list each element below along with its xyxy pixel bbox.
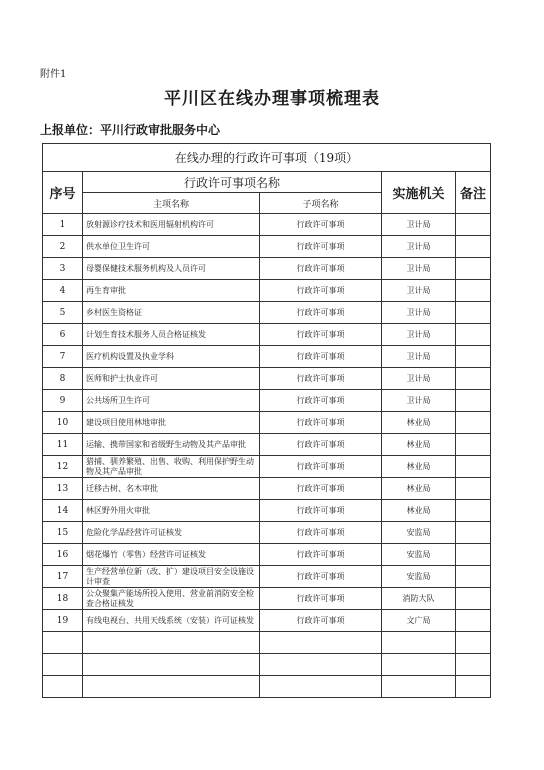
row-main-name: 医疗机构设置及执业学科: [83, 346, 260, 368]
row-main-name: 建设项目使用林地审批: [83, 412, 260, 434]
table-row: [43, 258, 491, 280]
reporting-unit: 上报单位：平川行政审批服务中心: [40, 123, 221, 137]
row-agency: 卫计局: [382, 258, 456, 280]
row-note: [456, 632, 491, 654]
row-note: [456, 280, 491, 302]
row-sub-name: 行政许可事项: [260, 302, 382, 324]
row-sub-name: 行政许可事项: [260, 522, 382, 544]
row-agency: 安监局: [382, 544, 456, 566]
row-agency: [382, 676, 456, 698]
page-title: 平川区在线办理事项梳理表: [164, 89, 380, 109]
header-main-name: 主项名称: [83, 193, 260, 214]
row-main-name: 供水单位卫生许可: [83, 236, 260, 258]
row-main-name: 运输、携带国家和省级野生动物及其产品审批: [83, 434, 260, 456]
row-main-name: 放射源诊疗技术和医用辐射机构许可: [83, 214, 260, 236]
row-note: [456, 544, 491, 566]
row-main-name: 再生育审批: [83, 280, 260, 302]
row-sub-name: 行政许可事项: [260, 390, 382, 412]
row-main-name: 医师和护士执业许可: [83, 368, 260, 390]
row-agency: 安监局: [382, 566, 456, 588]
row-agency: 卫计局: [382, 280, 456, 302]
row-agency: [382, 632, 456, 654]
row-sub-name: 行政许可事项: [260, 434, 382, 456]
row-index: [43, 676, 83, 698]
row-index: 1: [43, 214, 83, 236]
row-sub-name: 行政许可事项: [260, 236, 382, 258]
items-table: [42, 143, 491, 698]
header-seq: 序号: [43, 172, 83, 214]
row-main-name: [83, 632, 260, 654]
table-caption: 在线办理的行政许可事项（19项）: [43, 144, 491, 172]
attachment-label: 附件1: [40, 69, 67, 80]
row-main-name: 迁移古树、名木审批: [83, 478, 260, 500]
row-agency: 林业局: [382, 456, 456, 478]
row-note: [456, 456, 491, 478]
row-index: 10: [43, 412, 83, 434]
table-row: [43, 610, 491, 632]
row-index: 4: [43, 280, 83, 302]
table-row: [43, 522, 491, 544]
row-index: 17: [43, 566, 83, 588]
row-index: 9: [43, 390, 83, 412]
row-main-name: 公众聚集产能场所投入使用、营业前消防安全检查合格证核发: [83, 588, 260, 610]
row-sub-name: 行政许可事项: [260, 258, 382, 280]
row-note: [456, 566, 491, 588]
row-sub-name: 行政许可事项: [260, 500, 382, 522]
table-row: [43, 346, 491, 368]
header-name-group: 行政许可事项名称: [83, 172, 382, 193]
row-agency: 卫计局: [382, 236, 456, 258]
row-note: [456, 434, 491, 456]
row-main-name: 计划生育技术服务人员合格证核发: [83, 324, 260, 346]
row-index: 13: [43, 478, 83, 500]
row-sub-name: 行政许可事项: [260, 368, 382, 390]
table-row: [43, 566, 491, 588]
header-note: 备注: [456, 172, 491, 214]
row-agency: 卫计局: [382, 302, 456, 324]
table-row: [43, 500, 491, 522]
row-sub-name: 行政许可事项: [260, 566, 382, 588]
row-sub-name: 行政许可事项: [260, 214, 382, 236]
row-note: [456, 588, 491, 610]
row-main-name: [83, 676, 260, 698]
table-row: [43, 676, 491, 698]
row-note: [456, 654, 491, 676]
row-sub-name: 行政许可事项: [260, 456, 382, 478]
row-note: [456, 676, 491, 698]
row-note: [456, 610, 491, 632]
row-sub-name: 行政许可事项: [260, 544, 382, 566]
table-row: [43, 280, 491, 302]
row-index: 18: [43, 588, 83, 610]
row-note: [456, 236, 491, 258]
row-index: 19: [43, 610, 83, 632]
row-agency: 卫计局: [382, 214, 456, 236]
row-index: [43, 654, 83, 676]
row-note: [456, 500, 491, 522]
row-index: 11: [43, 434, 83, 456]
row-agency: 文广局: [382, 610, 456, 632]
table-row: [43, 434, 491, 456]
header-sub-name: 子项名称: [260, 193, 382, 214]
header-agency: 实施机关: [382, 172, 456, 214]
row-agency: 林业局: [382, 478, 456, 500]
row-sub-name: 行政许可事项: [260, 346, 382, 368]
table-row: [43, 390, 491, 412]
row-index: 14: [43, 500, 83, 522]
row-main-name: 公共场所卫生许可: [83, 390, 260, 412]
row-agency: 安监局: [382, 522, 456, 544]
row-sub-name: 行政许可事项: [260, 478, 382, 500]
row-sub-name: 行政许可事项: [260, 324, 382, 346]
table-row: [43, 324, 491, 346]
table-row: [43, 588, 491, 610]
table-row: [43, 368, 491, 390]
row-index: 7: [43, 346, 83, 368]
row-main-name: 有线电视台、共用天线系统（安装）许可证核发: [83, 610, 260, 632]
row-index: 8: [43, 368, 83, 390]
row-main-name: 乡村医生资格证: [83, 302, 260, 324]
row-main-name: 危险化学品经营许可证核发: [83, 522, 260, 544]
row-note: [456, 412, 491, 434]
row-index: 2: [43, 236, 83, 258]
table-row: [43, 456, 491, 478]
row-note: [456, 522, 491, 544]
table-row: [43, 654, 491, 676]
table-row: [43, 302, 491, 324]
row-index: 3: [43, 258, 83, 280]
row-note: [456, 302, 491, 324]
row-note: [456, 346, 491, 368]
row-main-name: 烟花爆竹（零售）经营许可证核发: [83, 544, 260, 566]
row-index: 6: [43, 324, 83, 346]
row-sub-name: [260, 676, 382, 698]
row-main-name: 林区野外用火审批: [83, 500, 260, 522]
row-agency: 卫计局: [382, 346, 456, 368]
row-sub-name: 行政许可事项: [260, 610, 382, 632]
row-sub-name: 行政许可事项: [260, 588, 382, 610]
row-note: [456, 390, 491, 412]
row-main-name: 母婴保健技术服务机构及人员许可: [83, 258, 260, 280]
table-row: [43, 214, 491, 236]
row-note: [456, 324, 491, 346]
row-agency: 卫计局: [382, 390, 456, 412]
row-index: 12: [43, 456, 83, 478]
row-index: 15: [43, 522, 83, 544]
table-caption-row: [43, 144, 491, 172]
row-agency: 消防大队: [382, 588, 456, 610]
row-index: 16: [43, 544, 83, 566]
header-row-1: [43, 172, 491, 193]
row-agency: [382, 654, 456, 676]
row-note: [456, 368, 491, 390]
row-agency: 卫计局: [382, 368, 456, 390]
table-row: [43, 478, 491, 500]
row-note: [456, 478, 491, 500]
table-row: [43, 632, 491, 654]
row-main-name: [83, 654, 260, 676]
row-agency: 林业局: [382, 412, 456, 434]
table-row: [43, 412, 491, 434]
row-main-name: 生产经营单位新（改、扩）建设项目安全设施设计审查: [83, 566, 260, 588]
row-agency: 林业局: [382, 500, 456, 522]
row-agency: 林业局: [382, 434, 456, 456]
row-index: [43, 632, 83, 654]
row-main-name: 猎捕、驯养繁殖、出售、收购、利用保护野生动物及其产品审批: [83, 456, 260, 478]
table-row: [43, 544, 491, 566]
row-note: [456, 258, 491, 280]
row-index: 5: [43, 302, 83, 324]
row-sub-name: [260, 654, 382, 676]
row-sub-name: [260, 632, 382, 654]
row-note: [456, 214, 491, 236]
table-row: [43, 236, 491, 258]
row-sub-name: 行政许可事项: [260, 412, 382, 434]
row-agency: 卫计局: [382, 324, 456, 346]
row-sub-name: 行政许可事项: [260, 280, 382, 302]
